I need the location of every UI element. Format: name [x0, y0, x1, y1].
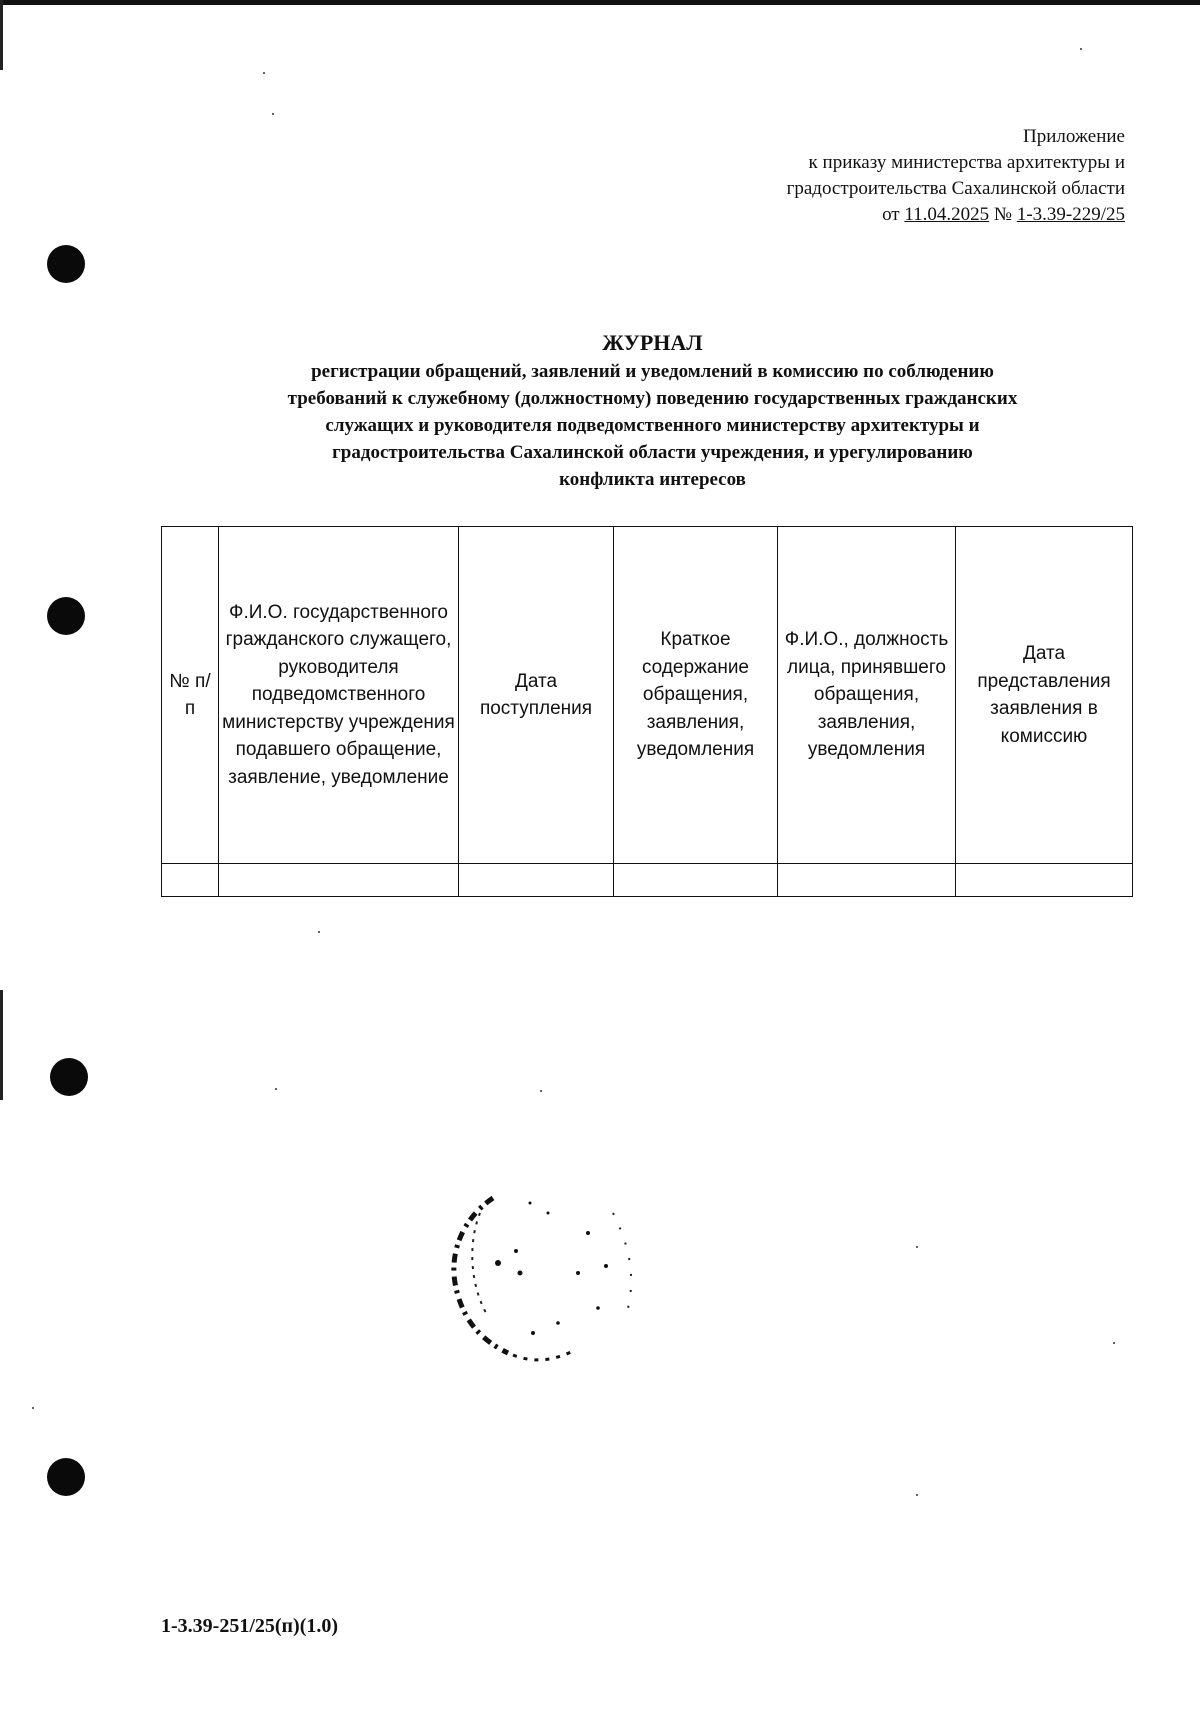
column-header-number: № п/п	[162, 527, 219, 864]
table-cell	[956, 864, 1133, 897]
column-header-receiver: Ф.И.О., должность лица, принявшего обращения, заявления, уведомления	[778, 527, 956, 864]
scan-left-edge	[0, 990, 3, 1100]
scan-speck	[916, 1246, 918, 1248]
document-title	[160, 328, 1145, 493]
scan-left-edge	[0, 0, 3, 70]
order-number: 1-3.39-229/25	[1016, 204, 1125, 225]
title-heading: ЖУРНАЛ	[602, 330, 703, 355]
date-prefix: от	[882, 204, 900, 225]
title-line: требований к служебному (должностному) поведению государственных гражданских	[287, 388, 1018, 409]
title-line: регистрации обращений, заявлений и уведомлений в комиссию по соблюдению	[311, 361, 994, 382]
scan-speck	[916, 1494, 918, 1496]
number-prefix: №	[993, 204, 1013, 225]
table-cell	[778, 864, 956, 897]
scan-top-edge	[0, 0, 1200, 5]
scan-speck	[318, 931, 320, 933]
appendix-line: к приказу министерства архитектуры и	[808, 152, 1125, 173]
scan-speck	[272, 113, 274, 115]
table-cell	[162, 864, 219, 897]
table-header-row	[162, 527, 1133, 864]
scan-speck	[1080, 48, 1082, 50]
title-line: градостроительства Сахалинской области учреждения, и урегулированию	[332, 442, 973, 463]
table-cell	[614, 864, 778, 897]
document-registration-number: 1-3.39-251/25(п)(1.0)	[161, 1615, 339, 1637]
title-line: конфликта интересов	[559, 469, 746, 490]
column-header-submission-date: Дата представления заявления в комиссию	[956, 527, 1133, 864]
appendix-order-ref	[787, 202, 1125, 228]
column-header-receipt-date: Дата поступления	[459, 527, 614, 864]
journal-table	[161, 526, 1133, 897]
scan-speck	[32, 1407, 34, 1409]
scan-speck	[1113, 1342, 1115, 1344]
table-cell	[459, 864, 614, 897]
punch-hole	[50, 1058, 88, 1096]
punch-hole	[47, 245, 85, 283]
appendix-line: Приложение	[1023, 126, 1125, 147]
order-date: 11.04.2025	[904, 204, 990, 225]
title-line: служащих и руководителя подведомственного министерству архитектуры и	[325, 415, 980, 436]
punch-hole	[47, 597, 85, 635]
faded-seal-stamp	[438, 1173, 678, 1373]
column-header-applicant: Ф.И.О. государственного гражданского служащего, руководителя подведомственного министерству учреждения подавшего обращение, заявление, уведомление	[219, 527, 459, 864]
column-header-summary: Краткое содержание обращения, заявления, уведомления	[614, 527, 778, 864]
table-row	[162, 864, 1133, 897]
punch-hole	[47, 1458, 85, 1496]
scan-speck	[275, 1088, 277, 1090]
appendix-line: градостроительства Сахалинской области	[786, 178, 1125, 199]
scan-speck	[263, 72, 265, 74]
table-cell	[219, 864, 459, 897]
scan-speck	[540, 1090, 542, 1092]
appendix-block	[787, 124, 1125, 228]
